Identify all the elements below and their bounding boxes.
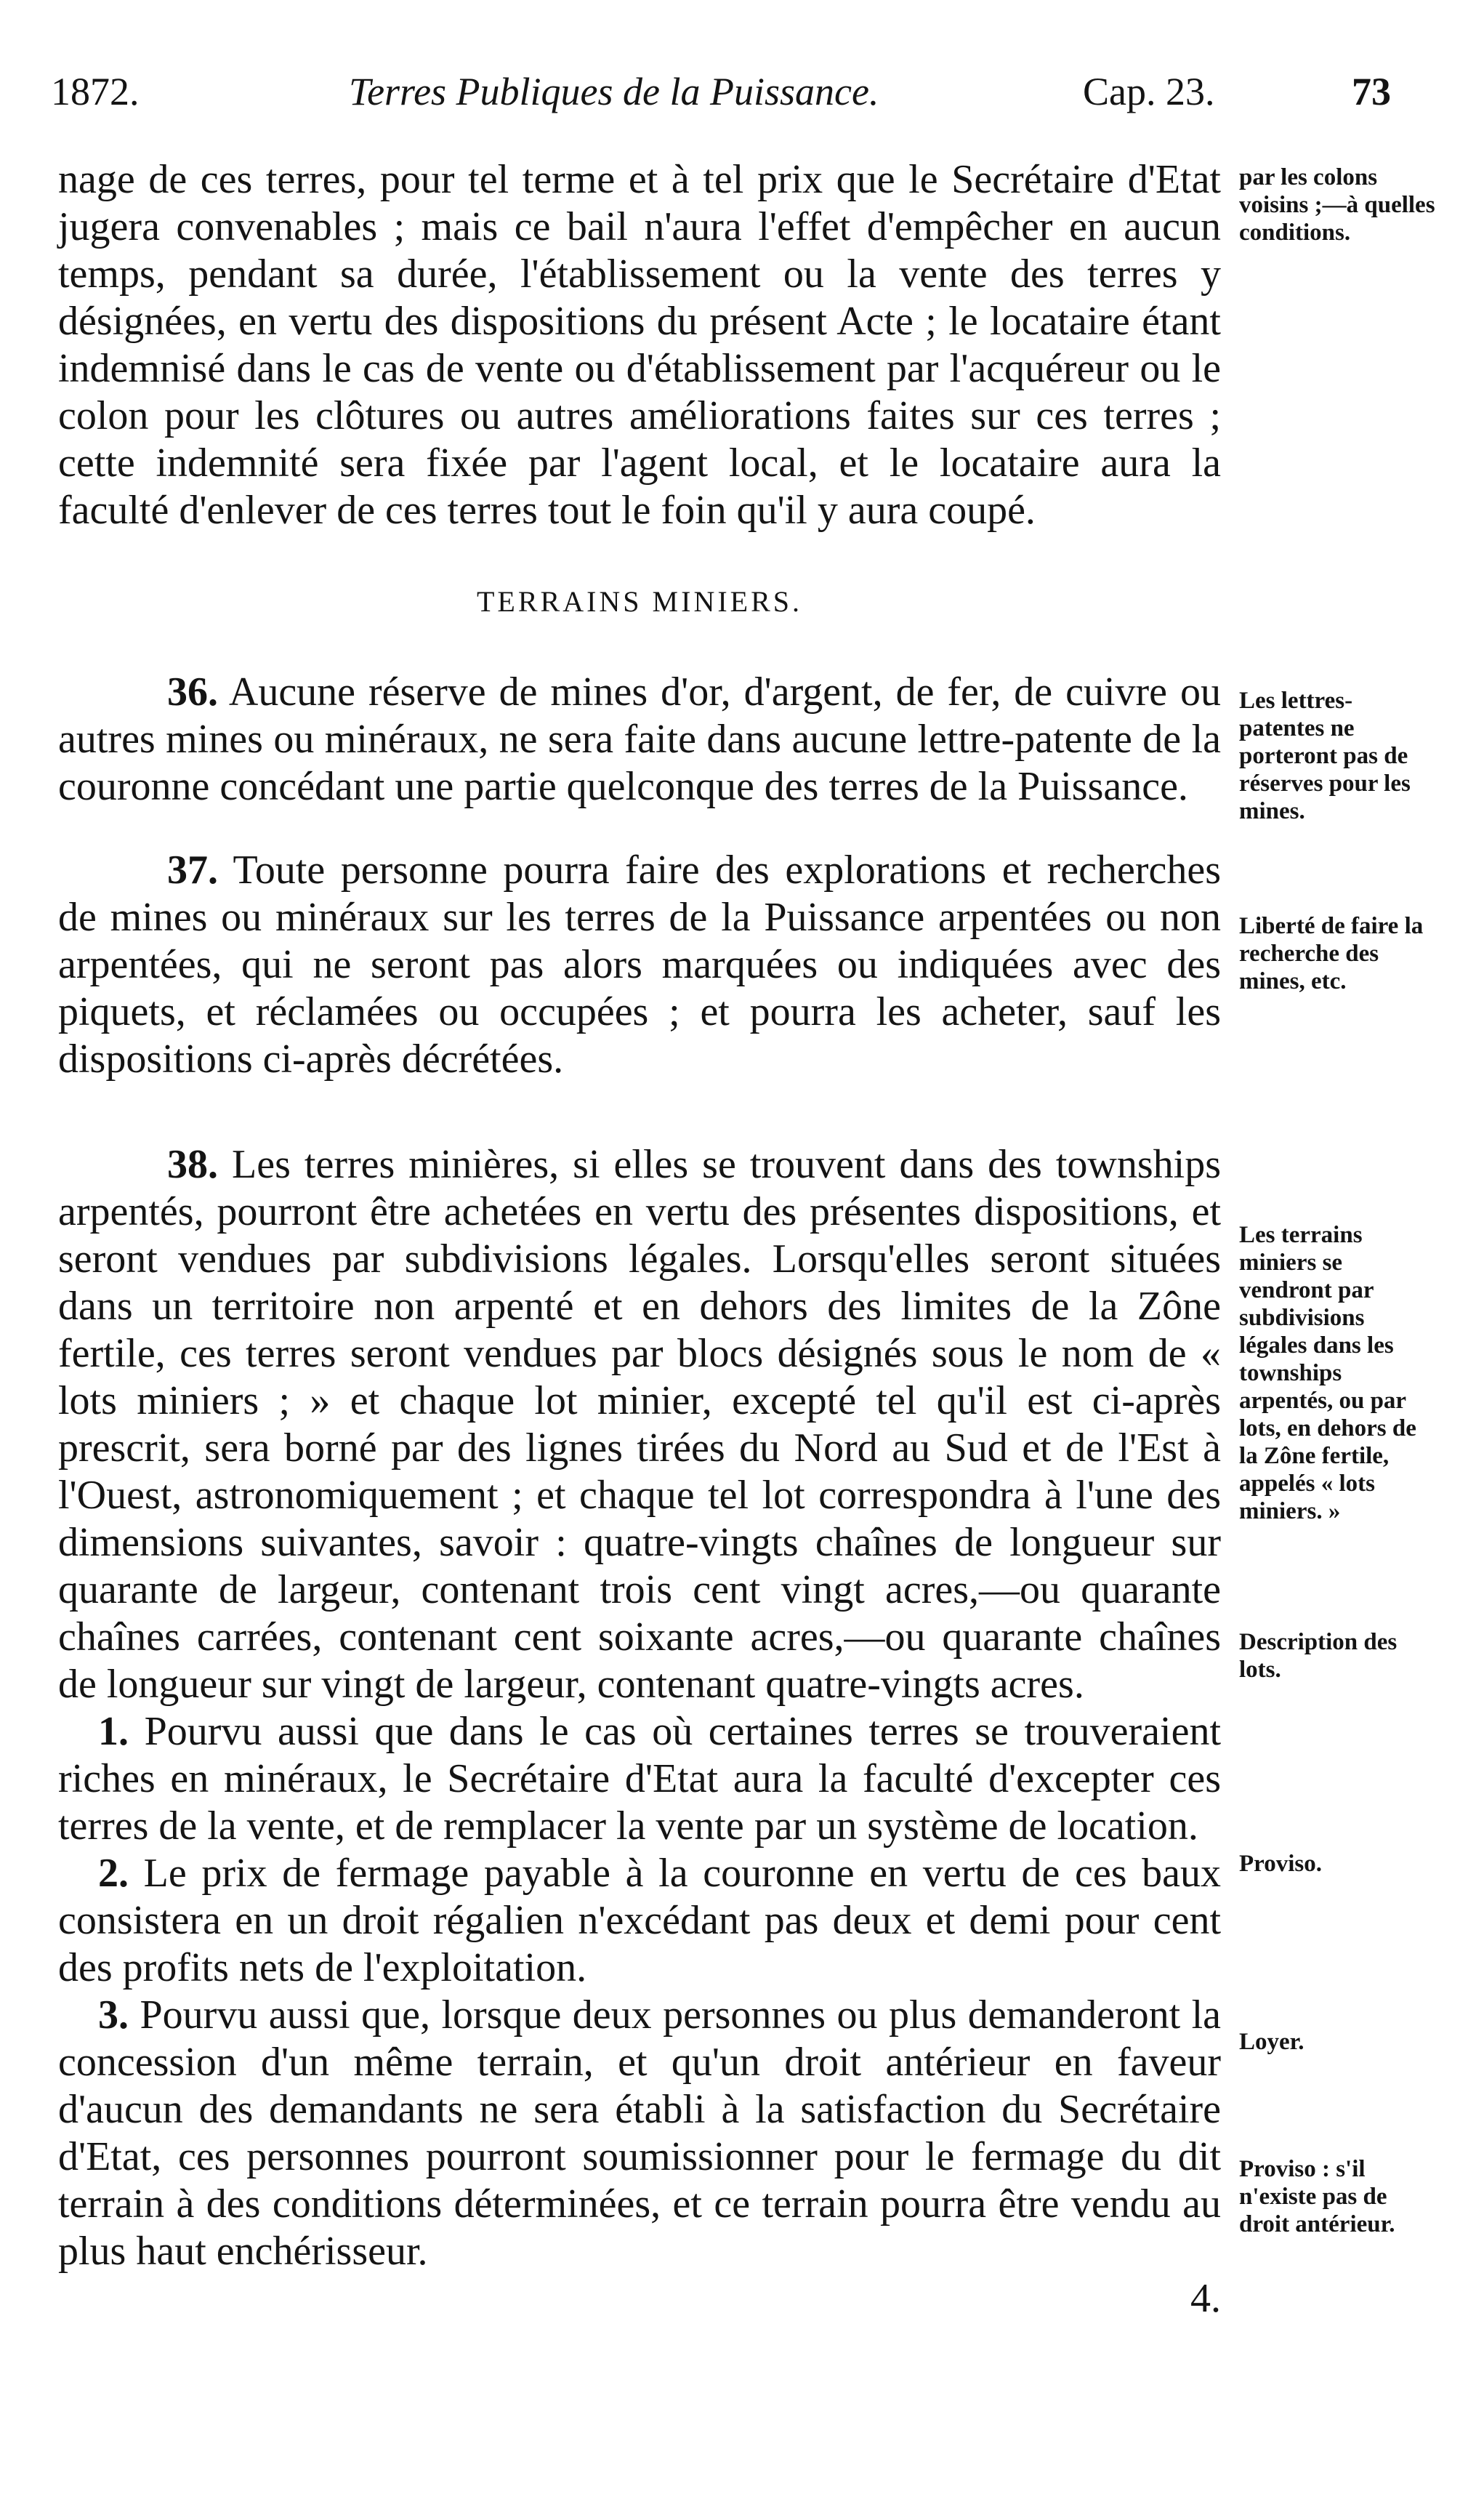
margin-note-36: Les lettres-patentes ne porteront pas de réserves pour les mines. <box>1239 688 1411 824</box>
section-title: TERRAINS MINIERS. <box>476 585 803 618</box>
section-36-number: 36. <box>167 669 218 715</box>
margin-note-description: Description des lots. <box>1239 1629 1398 1683</box>
section-37 <box>58 847 1221 1083</box>
margin-note-lease: par les colons voisins ;—à quelles conditions. <box>1239 164 1435 246</box>
section-38-number: 38. <box>167 1142 218 1187</box>
section-37-number: 37. <box>167 848 218 893</box>
section-36 <box>58 669 1221 810</box>
header-title: Terres Publiques de la Puissance. <box>349 70 879 113</box>
margin-note-loyer: Loyer. <box>1239 2029 1304 2055</box>
proviso-2 <box>58 1850 1221 1992</box>
body-text <box>58 156 1221 2322</box>
proviso-2-number: 2. <box>98 1851 129 1896</box>
proviso-3-number: 3. <box>98 1992 129 2038</box>
proviso-2-text: Le prix de fermage payable à la couronne en vertu de ces baux consistera en un droit régalien n'excédant pas deux et demi pour cent des profits nets de l'exploitation. <box>58 1851 1222 1990</box>
proviso-1-number: 1. <box>98 1709 129 1754</box>
proviso-1-text: Pourvu aussi que dans le cas où certaines terres se trouveraient riches en minéraux, le Secrétaire d'Etat aura la faculté d'excepter ces terres de la vente, et de remplacer la vente par un système de location. <box>58 1709 1222 1849</box>
header-page-number: 73 <box>1352 70 1391 113</box>
continued-paragraph: nage de ces terres, pour tel terme et à tel prix que le Secrétaire d'Etat jugera convenables ; mais ce bail n'aura l'effet d'empêcher en aucun temps, pendant sa durée, l'établissement ou la vente des terres y désignées, en vertu des dispositions du présent Acte ; le locataire étant indemnisé dans le cas de vente ou d'établissement par l'acquéreur ou le colon pour les clôtures ou autres améliorations faites sur ces terres ; cette indemnité sera fixée par l'agent local, et le locataire aura la faculté d'enlever de ces terres tout le foin qu'il y aura coupé. <box>58 157 1221 533</box>
margin-note-proviso: Proviso. <box>1239 1851 1322 1877</box>
header-chapter: Cap. 23. <box>1083 70 1215 113</box>
section-36-text: Aucune réserve de mines d'or, d'argent, de fer, de cuivre ou autres mines ou minéraux, ne sera faite dans aucune lettre-patente de la couronne concédant une partie quelconque des terres de la Puissance. <box>58 669 1221 809</box>
margin-note-38: Les terrains miniers se vendront par subdivisions légales dans les townships arpentés, ou par lots, en dehors de la Zône fertile, appelés « lots miniers. » <box>1239 1222 1416 1524</box>
margin-note-proviso-3: Proviso : s'il n'existe pas de droit antérieur. <box>1239 2156 1395 2237</box>
section-37-text: Toute personne pourra faire des explorations et recherches de mines ou minéraux sur les terres de la Puissance arpentées ou non arpentées, qui ne seront pas alors marquées ou indiquées avec des piquets, et réclamées ou occupées ; et pourra les acheter, sauf les dispositions ci-après décrétées. <box>58 848 1221 1082</box>
proviso-3 <box>58 1992 1221 2275</box>
running-header <box>51 69 1432 120</box>
margin-note-37: Liberté de faire la recherche des mines, etc. <box>1239 913 1424 994</box>
proviso-1 <box>58 1708 1221 1850</box>
section-38-text: Les terres minières, si elles se trouvent dans des townships arpentés, pourront être achetées en vertu des présentes dispositions, et seront vendues par subdivisions légales. Lorsqu'elles seront situées dans un territoire non arpenté et en dehors des limites de la Zône fertile, ces terres seront vendues par blocs désignés sous le nom de « lots miniers ; » et chaque lot minier, excepté tel qu'il est ci-après prescrit, sera borné par des lignes tirées du Nord au Sud et de l'Est à l'Ouest, astronomiquement ; et chaque tel lot correspondra à l'une des dimensions suivantes, savoir : quatre-vingts chaînes de longueur sur quarante de largeur, contenant trois cent vingt acres,—ou quarante chaînes carrées, contenant cent soixante acres,—ou quarante chaînes de longueur sur vingt de largeur, contenant quatre-vingts acres. <box>58 1142 1221 1707</box>
catchword: 4. <box>1190 2276 1221 2321</box>
header-year: 1872. <box>51 70 140 113</box>
proviso-3-text: Pourvu aussi que, lorsque deux personnes ou plus demanderont la concession d'un même terrain, et qu'un droit antérieur en faveur d'aucun des demandants ne sera établi à la satisfaction du Secrétaire d'Etat, ces personnes pourront soumissionner pour le fermage du dit terrain à des conditions déterminées, et ce terrain pourra être vendu au plus haut enchérisseur. <box>58 1992 1222 2274</box>
section-38 <box>58 1141 1221 1708</box>
